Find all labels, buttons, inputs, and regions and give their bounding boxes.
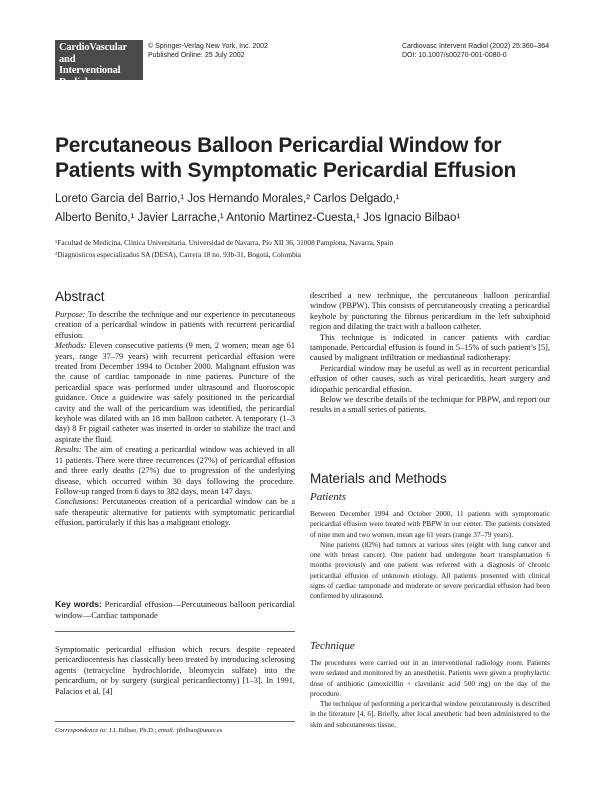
article-title: Percutaneous Balloon Pericardial Window for Patients with Symptomatic Pericardial Effusion [55, 134, 517, 182]
copyright-line: © Springer-Verlag New York, Inc. 2002 [148, 43, 268, 50]
author-line-2: Alberto Benito,¹ Javier Larrache,¹ Antonio Martinez-Cuesta,¹ Jos Ignacio Bilbao¹ [55, 212, 461, 224]
abstract-heading: Abstract [55, 289, 105, 304]
intro-right-text [310, 291, 550, 416]
keywords: Key words: Pericardial effusion—Percutaneous balloon pericardial window—Cardiac tamponade [55, 599, 295, 620]
conclusions-label: Conclusions: [55, 497, 99, 507]
patients-paragraph-2: Nine patients (82%) had tumors at various sites (eight with lung cancer and one with breast cancer). One patient had undergone heart transplantation 6 months previously and one patient was referred with a diagnosis of chronic pericardial effusion of unknown etiology. All patients presented with clinical signs of cardiac tamponade and moderate or severe pericardial effusion had been confirmed by ultrasound. [310, 539, 550, 601]
author-list [55, 190, 555, 228]
journal-logo [55, 40, 143, 88]
affiliation-2: ²Diagnósticos especializados SA (DESA), Carrera 18 no. 93b-31, Bogotá, Colombia [55, 249, 301, 259]
journal-logo-line-3: Radiology [59, 76, 103, 88]
intro-paragraph-1: described a new technique, the percutaneous balloon pericardial window (PBPW). This consists of percutaneously creating a pericardial keyhole by puncturing the fibrous pericardium in the left subxiphoid region and dilating the tract with a balloon catheter. [310, 291, 550, 332]
technique-text [310, 658, 550, 730]
abstract-results: Results: The aim of creating a pericardial window was achieved in all 11 patients. There were three recurrences (27%) of pericardial effusion and three early deaths (27%) due to progression of the underlying disease, which occurred within 30 days following the procedure. Follow-up ranged from 6 days to 382 days, mean 147 days. [55, 445, 295, 496]
intro-left-text: Symptomatic pericardial effusion which recurs despite repeated pericardiocentesis has classically been treated by introducing sclerosing agents (tetracycline hydrochloride, bleomycin sulfate) into the pericardium, or by surgery (surgical pericardiectomy) [1–3]. In 1991, Palacios et al. [4] [55, 645, 295, 696]
keywords-label: Key words: [55, 599, 102, 609]
author-line-1: Loreto Garcia del Barrio,¹ Jos Hernando Morales,² Carlos Delgado,¹ [55, 193, 400, 205]
intro-paragraph-3: Pericardial window may be useful as well as in recurrent pericardial effusion of other causes, such as viral pericarditis, heart surgery and idiopathic pericardial effusion. [310, 363, 550, 394]
doi-line: DOI: 10.1007/s00270-001-0080-0 [402, 52, 507, 59]
abstract-purpose: Purpose: To describe the technique and our experience in percutaneous creation of a pericardial window in patients with recurrent pericardial effusion. [55, 310, 295, 340]
patients-heading: Patients [310, 491, 347, 503]
abstract-methods: Methods: Eleven consecutive patients (9 men, 2 women; mean age 61 years, range 37–79 years) with recurrent pericardial effusion were treated from December 1994 to October 2000. Malignant effusion was the cause of cardiac tamponade in nine patients. Puncture of the pericardial space was performed under ultrasound and fluoroscopic guidance. Once a guidewire was safely positioned in the pericardial cavity and the wall of the pericardium was identified, the pericardial keyhole was dilated with an 18 mm balloon catheter. A temporary (1–3 day) 8 Fr pigtail catheter was inserted in order to stabilize the tract and aspirate the fluid. [55, 341, 295, 444]
affiliations [55, 237, 555, 260]
patients-text [310, 509, 550, 602]
technique-heading: Technique [310, 640, 355, 652]
affiliation-1: ¹Facultad de Medicina, Clinica Universitaria, Universidad de Navarra, Pio XII 36, 31008 Pamplona, Navarra, Spain [55, 238, 394, 247]
abstract-divider [55, 631, 295, 632]
footnote-divider [55, 721, 295, 722]
materials-methods-heading: Materials and Methods [310, 471, 447, 486]
intro-paragraph-4: Below we describe details of the technique for PBPW, and report our results in a small series of patients. [310, 395, 550, 415]
abstract-conclusions: Conclusions: Percutaneous creation of a pericardial window can be a safe therapeutic alternative for patients with symptomatic pericardial effusion, particularly if this has a malignant etiology. [55, 497, 296, 528]
results-label: Results: [55, 445, 82, 455]
purpose-label: Purpose: [55, 310, 86, 319]
intro-paragraph-2: This technique is indicated in cancer patients with cardiac tamponade. Pericardial effusion is found in 5–15% of such patient’s [5], caused by malignant infiltration or mediastinal radiotherapy. [310, 332, 550, 363]
abstract-body [55, 310, 295, 529]
patients-paragraph-1: Between December 1994 and October 2000, 11 patients with symptomatic pericardial effusion were treated with PBPW in our center. The patients consisted of nine men and two women, mean age 61 years (range 37–79 years). [310, 509, 550, 539]
correspondence-footnote: Correspondence to: J.I. Bilbao, Ph.D.; email: jibilbao@unav.es [55, 727, 223, 734]
technique-paragraph-1: The procedures were carried out in an interventional radiology room. Patients were sedated and monitored by an anesthetist. Patients were given a prophylactic dose of antibiotic (amoxicillin + clavulanic acid 500 mg) on the day of the procedure. [310, 658, 550, 698]
journal-logo-line-2: and Interventional [59, 53, 121, 76]
journal-logo-line-1: CardioVascular [59, 42, 127, 53]
published-online-line: Published Online: 25 July 2002 [148, 52, 245, 59]
methods-label: Methods: [55, 341, 87, 351]
technique-paragraph-2: The technique of performing a pericardial window percutaneously is described in the literature [4, 6]. Briefly, after local anesthetic had been administered to the skin and subcutaneous tissue, [310, 699, 550, 729]
citation-line: Cardiovasc Intervent Radiol (2002) 25:360–364 [402, 43, 550, 50]
